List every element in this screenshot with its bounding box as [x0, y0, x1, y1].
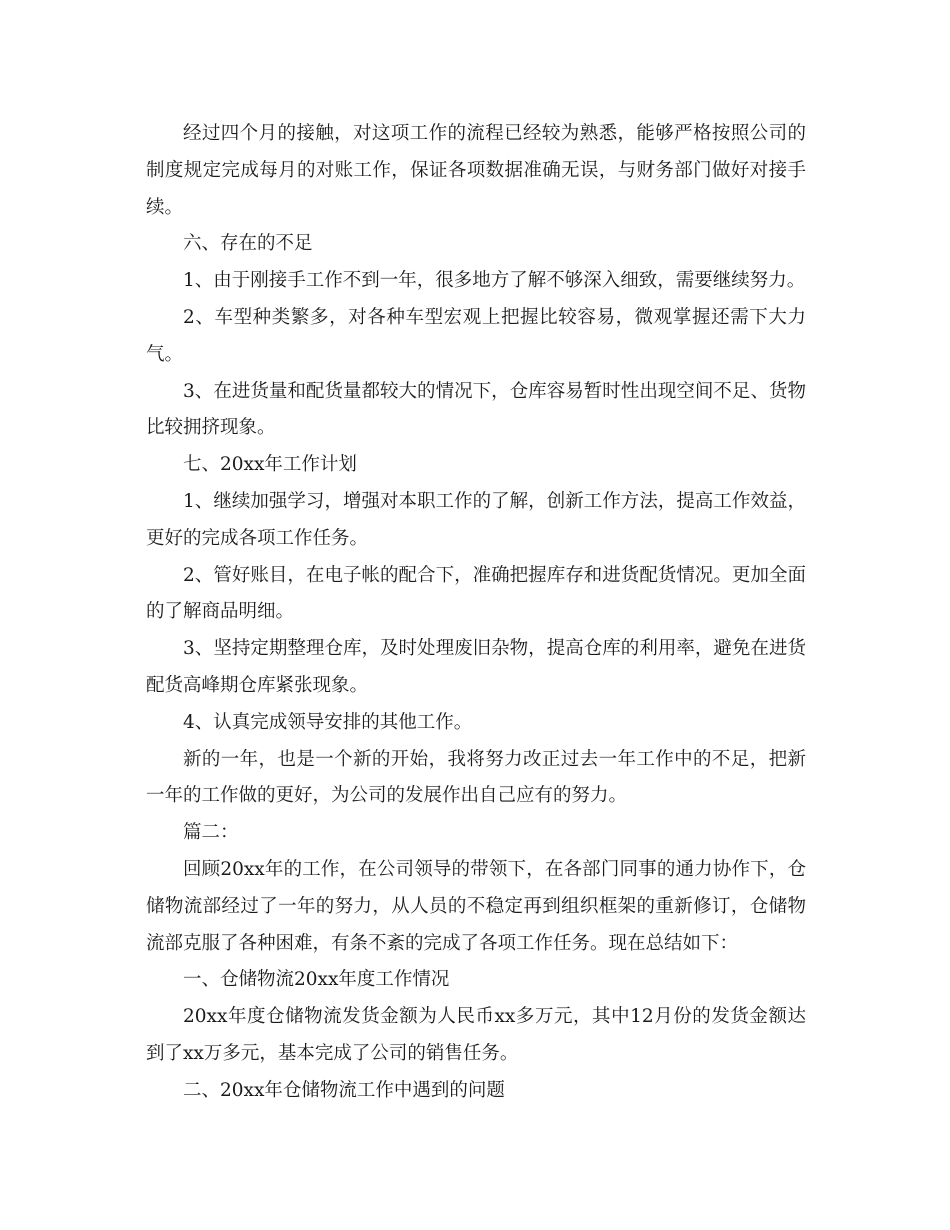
paragraph-plan-1: 1、继续加强学习，增强对本职工作的了解，创新工作方法，提高工作效益，更好的完成各项工作任务。 [146, 490, 806, 549]
paragraph-new-year: 新的一年，也是一个新的开始，我将努力改正过去一年工作中的不足，把新一年的工作做的更好，为公司的发展作出自己应有的努力。 [146, 748, 806, 807]
document-body [146, 116, 806, 1110]
paragraph-shortcoming-3: 3、在进货量和配货量都较大的情况下，仓库容易暂时性出现空间不足、货物比较拥挤现象。 [146, 380, 806, 439]
paragraph-shipment-amount: 20xx年度仓储物流发货金额为人民币xx多万元，其中12月份的发货金额达到了xx万多元，基本完成了公司的销售任务。 [146, 1006, 806, 1064]
heading-shortcomings: 六、存在的不足 [183, 233, 313, 255]
heading-annual-situation: 一、仓储物流20xx年度工作情况 [183, 969, 450, 991]
heading-problems: 二、20xx年仓储物流工作中遇到的问题 [183, 1079, 505, 1101]
paragraph-shortcoming-1: 1、由于刚接手工作不到一年，很多地方了解不够深入细致，需要继续努力。 [183, 270, 806, 292]
paragraph-plan-2: 2、管好账目，在电子帐的配合下，准确把握库存和进货配货情况。更加全面的了解商品明细。 [146, 564, 806, 623]
paragraph-plan-4: 4、认真完成领导安排的其他工作。 [183, 711, 473, 733]
paragraph-shortcoming-2: 2、车型种类繁多，对各种车型宏观上把握比较容易，微观掌握还需下大力气。 [146, 306, 806, 365]
paragraph-plan-3: 3、坚持定期整理仓库，及时处理废旧杂物，提高仓库的利用率，避免在进货配货高峰期仓库紧张现象。 [146, 638, 806, 696]
heading-part-two: 篇二： [183, 822, 239, 844]
heading-work-plan: 七、20xx年工作计划 [183, 454, 357, 476]
paragraph-review: 回顾20xx年的工作，在公司领导的带领下，在各部门同事的通力协作下，仓储物流部经过了一年的努力，从人员的不稳定再到组织框架的重新修订，仓储物流部克服了各种困难，有条不紊的完成了各项工作任务。现在总结如下： [146, 858, 806, 954]
paragraph-familiarity: 经过四个月的接触，对这项工作的流程已经较为熟悉，能够严格按照公司的制度规定完成每月的对账工作，保证各项数据准确无误，与财务部门做好对接手续。 [146, 123, 806, 218]
